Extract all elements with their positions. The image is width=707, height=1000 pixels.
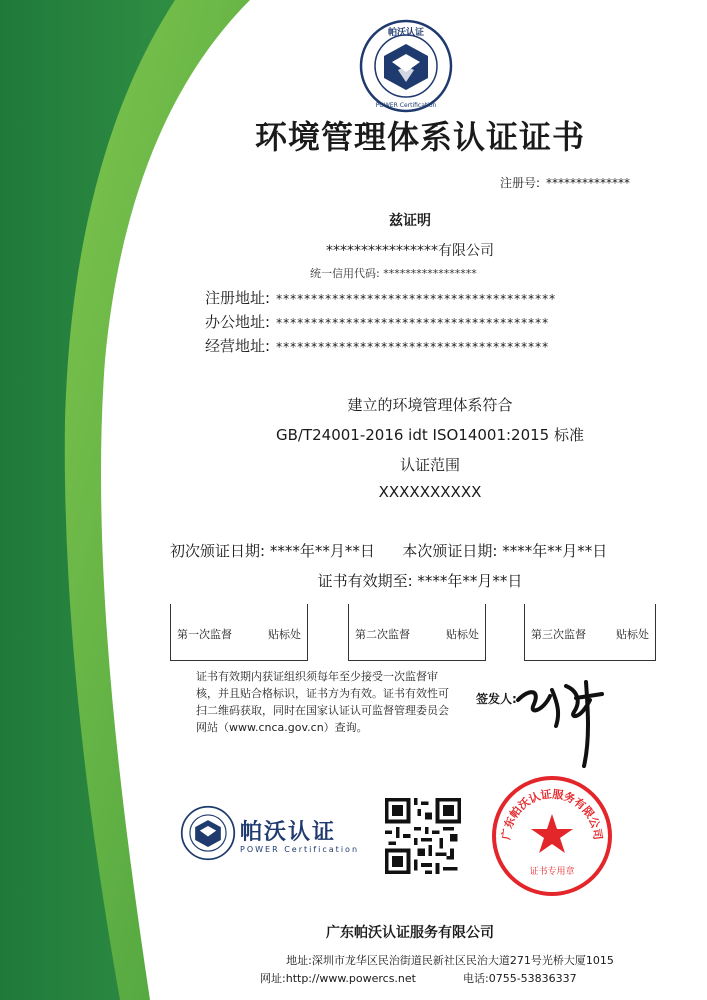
supervision-label: 第一次监督 [177,628,232,641]
registration-label: 注册号: [500,176,541,190]
hereby-certify: 兹证明 [389,213,431,229]
credit-code-value: ***************** [383,267,477,280]
supervision-label: 第二次监督 [355,628,410,641]
official-seal [490,774,614,898]
address-label: 注册地址: [205,289,271,307]
office-address [205,311,625,332]
footer-web-value: http://www.powercs.net [285,972,416,985]
address-label: 经营地址: [205,337,271,355]
supervision-box-2 [348,604,486,661]
credit-code [310,265,477,281]
qr-code [385,798,461,874]
supervision-box-1 [170,604,308,661]
svg-text:帕沃认证: 帕沃认证 [387,28,425,38]
svg-text:广东帕沃认证服务有限公司: 广东帕沃认证服务有限公司 [499,787,605,841]
footer-contact [260,970,660,986]
company-name: ****************有限公司 [326,243,494,259]
valid-until-value: ****年**月**日 [417,572,523,590]
footer-phone-label: 电话: [462,972,489,985]
current-issue-value: ****年**月**日 [502,542,608,560]
registered-address [205,287,625,308]
brand-name: 帕沃认证 [240,820,337,845]
scope-value: XXXXXXXXXX [378,483,482,501]
issuer-label: 签发人: [476,692,517,706]
credit-code-label: 统一信用代码: [310,267,380,280]
footer-address-value: 深圳市龙华区民治街道民新社区民治大道271号光桥大厦1015 [311,954,614,967]
supervision-box-3 [524,604,656,661]
address-label: 办公地址: [205,313,271,331]
svg-text:证书专用章: 证书专用章 [529,867,575,877]
logo-emblem [358,18,454,114]
signature [510,660,610,770]
address-value: *************************************** [276,316,550,330]
first-issue-value: ****年**月**日 [269,542,375,560]
supervision-label: 第三次监督 [531,628,586,641]
sticker-label: 贴标处 [268,628,301,641]
registration-number [500,174,630,191]
valid-until [240,570,600,591]
scope-label: 认证范围 [399,456,460,474]
validity-note: 证书有效期内获证组织须每年至少接受一次监督审核，并且贴合格标识，证书方为有效。证书有效性可扫二维码获取，同时在国家认证认可监督管理委员会网站（www.cnca.gov.cn）查询。 [196,670,449,734]
footer-phone-value: 0755-53836337 [488,972,577,985]
footer-address [210,952,690,968]
sticker-label: 贴标处 [446,628,479,641]
sticker-label: 贴标处 [616,628,649,641]
registration-value: ************** [546,176,631,190]
brand-subtitle: POWER Certification [240,845,360,854]
issue-dates [170,540,690,561]
valid-until-label: 证书有效期至: [317,572,413,590]
footer-address-label: 地址: [286,954,312,967]
brand-logo-icon [180,805,236,861]
business-address [205,335,625,356]
svg-text:POWER Certification: POWER Certification [375,102,437,109]
statement-standard: GB/T24001-2016 idt ISO14001:2015 标准 [275,426,584,444]
current-issue-label: 本次颁证日期: [402,542,498,560]
footer-company: 广东帕沃认证服务有限公司 [326,925,494,941]
address-value: *************************************** [276,340,550,354]
certificate-title: 环境管理体系认证证书 [254,118,585,156]
statement-line-1: 建立的环境管理体系符合 [347,396,513,414]
first-issue-label: 初次颁证日期: [170,542,266,560]
address-value: **************************************** [276,292,557,306]
footer-web-label: 网址: [260,972,286,985]
